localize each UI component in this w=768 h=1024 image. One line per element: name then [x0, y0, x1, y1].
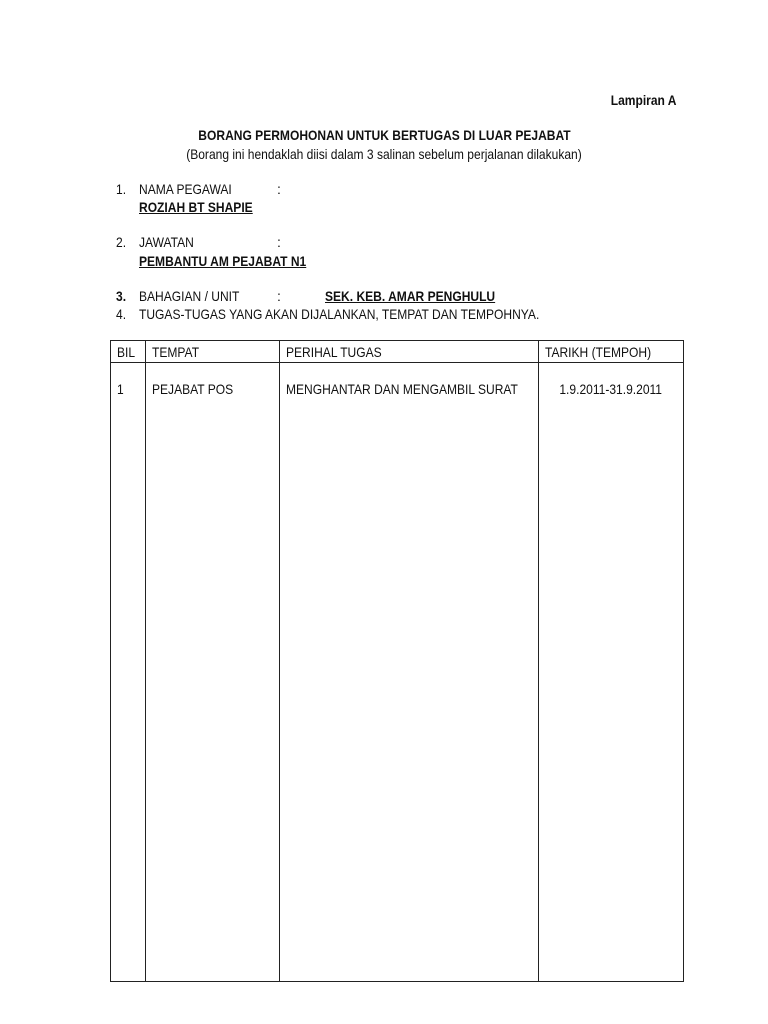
header-tempat: TEMPAT	[146, 341, 280, 363]
field-1-label: NAMA PEGAWAI	[139, 181, 232, 197]
field-1-value: ROZIAH BT SHAPIE	[139, 199, 253, 215]
field-3-colon: :	[277, 288, 281, 304]
cell-bil: 1	[111, 363, 146, 982]
field-3-value: SEK. KEB. AMAR PENGHULU	[325, 288, 496, 304]
field-2-value: PEMBANTU AM PEJABAT N1	[139, 253, 307, 269]
field-1-colon: :	[277, 181, 281, 197]
field-2-colon: :	[277, 234, 281, 250]
field-1-number: 1.	[116, 181, 127, 197]
appendix-label: Lampiran A	[610, 92, 676, 108]
form-subtitle	[0, 146, 768, 162]
tasks-table	[110, 340, 684, 982]
form-subtitle-text: (Borang ini hendaklah diisi dalam 3 salinan sebelum perjalanan dilakukan)	[186, 146, 582, 162]
field-2-label: JAWATAN	[139, 234, 194, 250]
field-3-number: 3.	[116, 288, 127, 304]
cell-tarikh: 1.9.2011-31.9.2011	[539, 363, 684, 982]
form-title	[0, 127, 768, 143]
field-4-label: TUGAS-TUGAS YANG AKAN DIJALANKAN, TEMPAT DAN TEMPOHNYA.	[139, 306, 540, 322]
table-header-row	[111, 341, 684, 363]
header-perihal-tugas: PERIHAL TUGAS	[280, 341, 539, 363]
field-3-label: BAHAGIAN / UNIT	[139, 288, 240, 304]
form-title-text: BORANG PERMOHONAN UNTUK BERTUGAS DI LUAR PEJABAT	[197, 127, 571, 143]
table-row	[111, 363, 684, 982]
field-4-number: 4.	[116, 306, 127, 322]
header-bil: BIL	[111, 341, 146, 363]
cell-perihal: MENGHANTAR DAN MENGAMBIL SURAT	[280, 363, 539, 982]
cell-tempat: PEJABAT POS	[146, 363, 280, 982]
header-tarikh: TARIKH (TEMPOH)	[539, 341, 684, 363]
field-2-number: 2.	[116, 234, 127, 250]
